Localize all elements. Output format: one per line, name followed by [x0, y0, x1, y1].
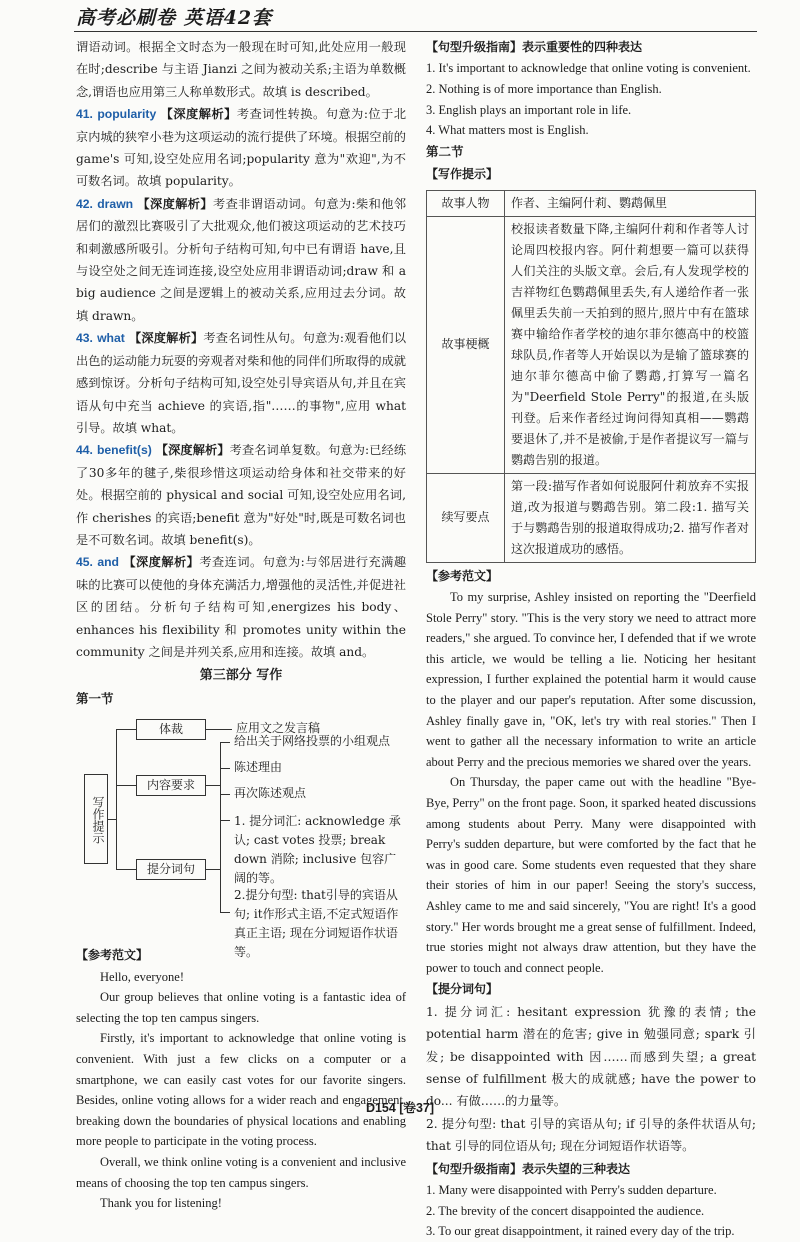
table-row — [427, 190, 756, 216]
importance-box-title: 【句型升级指南】表示重要性的四种表达 — [426, 40, 643, 54]
table-label: 故事梗概 — [427, 216, 505, 473]
analysis-tag: 【深度解析】 — [123, 555, 200, 570]
answer-item — [76, 551, 406, 663]
connector — [220, 794, 230, 795]
connector — [220, 742, 221, 828]
answer-number: 43. — [76, 331, 93, 346]
analysis-text: 考查非谓语动词。句意为:柴和他邻居们的激烈比赛吸引了大批观众,他们被这项运动的艺术技巧和刺激感所吸引。分析句子结构可知,句中已有谓语 have,且与设空处之间无连词连接,设空处应用非谓语动词;draw 和 a big audience 之间是逻辑上的被动关系,应用过去分词。故填 drawn。 — [76, 196, 407, 323]
table-label: 故事人物 — [427, 190, 505, 216]
connector — [220, 820, 230, 821]
answer-list — [76, 103, 406, 663]
answer-item — [76, 103, 406, 193]
list-item: 4. What matters most is English. — [426, 123, 589, 138]
mindmap-root: 写作提示 — [84, 774, 108, 864]
answer-word: popularity — [97, 107, 157, 122]
answer-word: what — [97, 331, 125, 346]
connector — [220, 768, 230, 769]
mindmap-content: 内容要求 — [136, 775, 206, 796]
connector — [116, 785, 136, 786]
table-content: 第一段:描写作者如何说服阿什莉放弃不实报道,改为报道与鹦鹉告别。第二段:1. 描写关于与鹦鹉告别的报道取得成功;2. 描写作者对这次报道成功的感悟。 — [505, 473, 756, 562]
left-column — [76, 36, 406, 1214]
mindmap-phrases-leaf-1: 1. 提分词汇: acknowledge 承认; cast votes 投票; break down 消除; inclusive 包容广阔的等。 — [234, 814, 401, 886]
connector — [220, 742, 230, 743]
list-item: 3. To our great disappointment, it rained every day of the trip. — [426, 1224, 735, 1239]
list-item: 1. Many were disappointed with Perry's sudden departure. — [426, 1182, 717, 1197]
table-content: 校报读者数量下降,主编阿什莉和作者等人讨论周四校报内容。阿什莉想要一篇可以获得人们关注的头版文章。会后,有人发现学校的吉祥物红色鹦鹉佩里丢失,有人递给作者一张佩里丢失前一天拍到的照片,照片中有在篮球赛中输给作者学校的迪尔菲尔德高中的校篮球队员,作者等人开始误以为是输了篮球赛的迪尔菲尔德高中偷了鹦鹉,打算写一篇名为"Deerfield Stole Perry"的报道,在头版刊登。后来作者经过询问得知真相——鹦鹉要退休了,并不是被偷,于是作者提议写一篇与鹦鹉告别的报道。 — [505, 216, 756, 473]
answer-item — [76, 439, 406, 551]
vocab-title: 【提分词句】 — [426, 982, 499, 997]
vocab-list — [426, 1001, 756, 1158]
essay-paragraph: Thank you for listening! — [100, 1196, 222, 1211]
answer-number: 41. — [76, 107, 93, 122]
disappointment-list — [426, 1180, 756, 1242]
disappointment-box-title: 【句型升级指南】表示失望的三种表达 — [426, 1161, 631, 1176]
page-number: D154 [卷37] — [365, 1101, 435, 1115]
connector — [116, 729, 117, 869]
list-item: 1. It's important to acknowledge that online voting is convenient. — [426, 61, 751, 76]
list-item: 3. English plays an important role in life. — [426, 102, 632, 117]
connector — [206, 869, 220, 870]
book-title: 高考必刷卷 英语42套 — [76, 7, 273, 29]
essay-paragraph: On Thursday, the paper came out with the headline "Bye-Bye, Perry" on the front page. Soon, it sparked heated discussions among students about Perry. Many were disappointed with Perry's sudden departure, but were comforted by the fact that he was in good care. Some students even requested that they share their stories of him in our paper! Seeing the story's success, Ashley came to me and said sincerely, "You are right! It's a good story." Her words brought me a great sense of fulfillment. Indeed, true stories might not always draw attention, but they have the power to touch and connect people. — [426, 775, 756, 975]
mindmap-content-leaf-3: 再次陈述观点 — [234, 786, 307, 801]
answer-item — [76, 327, 406, 439]
writing-tip-title: 【写作提示】 — [426, 167, 499, 182]
essay-paragraph: Firstly, it's important to acknowledge that online voting is convenient. With just a few clicks on a computer or a smartphone, we can easily cast votes for our favorite singers. Besides, online voting allows for a wider reach and engagement, breaking down the boundaries of physical locations and enabling more people to participate in the voting process. — [76, 1031, 406, 1149]
mindmap-phrases-leaf-2: 2.提分句型: that引导的宾语从句; it作形式主语,不定式短语作真正主语; 现在分词短语作状语等。 — [234, 888, 399, 960]
connector — [220, 820, 221, 912]
table-label: 续写要点 — [427, 473, 505, 562]
list-item: 2. Nothing is of more importance than English. — [426, 82, 662, 96]
connector — [116, 869, 136, 870]
connector — [206, 785, 220, 786]
list-item: 2. 提分句型: that 引导的宾语从句; if 引导的条件状语从句; that 引导的同位语从句; 现在分词短语作状语等。 — [426, 1116, 756, 1154]
answer-word: and — [97, 555, 119, 570]
analysis-text: 考查名词性从句。句意为:观看他们以出色的运动能力玩耍的旁观者对柴和他的同伴们所取得的成就感到惊讶。分析句子结构可知,设空处引导宾语从句,并且在宾语从句中充当 achieve 的宾语,指"……的事物",应用 what 引导。故填 what。 — [76, 331, 407, 435]
essay-paragraph: To my surprise, Ashley insisted on reporting the "Deerfield Stole Perry" story. "This is the very story we need to attract more readers," she argued. To convince her, I defended that if we wrote this article, we would be telling a lie. Noticing her hesitant expression, I further explained the potential harm it would cause to the player and our paper's reputation. After some discussion, Ashley finally gave in, "OK, let's try with real stories." Then I went to gather all the necessary information to write an article about Perry and the precious memories we shared over the years. — [426, 590, 756, 769]
right-essay — [426, 587, 756, 978]
mindmap-genre-leaf: 应用文之发言稿 — [236, 721, 321, 736]
mindmap-content-leaf-1: 给出关于网络投票的小组观点 — [234, 734, 391, 749]
mindmap-content-leaf-2: 陈述理由 — [234, 760, 283, 775]
list-item: 2. The brevity of the concert disappointed the audience. — [426, 1203, 705, 1218]
connector — [108, 819, 116, 820]
essay-paragraph: Overall, we think online voting is a convenient and inclusive means of choosing the top ten campus singers. — [76, 1154, 406, 1190]
analysis-tag: 【深度解析】 — [160, 107, 237, 122]
left-essay-title: 【参考范文】 — [76, 948, 149, 963]
analysis-tag: 【深度解析】 — [128, 331, 204, 346]
mindmap-phrases: 提分词句 — [136, 859, 206, 880]
list-item: 1. 提分词汇: hesitant expression 犹豫的表情; the potential harm 潜在的危害; give in 勉强同意; spark 引发; be disappointed with 因……而感到失望; a great sense of fulfillment 极大的成就感; have the power to do... 有做……的力量等。 — [426, 1004, 756, 1109]
table-row — [427, 216, 756, 473]
connector — [116, 729, 136, 730]
answer-word: benefit(s) — [96, 443, 152, 458]
intro-paragraph: 谓语动词。根据全文时态为一般现在时可知,此处应用一般现在时;describe 与主语 Jianzi 之间为被动关系;主语为单数概念,谓语也应用第三人称单数形式。故填 is described。 — [76, 40, 406, 99]
analysis-text: 考查名词单复数。句意为:已经练了30多年的毽子,柴很珍惜这项运动给身体和社交带来的好处。根据空前的 physical and social 可知,设空处应用名词,作 cherishes 的宾语;benefit 意为"好处"时,既是可数名词也是不可数名词。故填 benefit(s)。 — [76, 443, 407, 547]
essay-paragraph: Hello, everyone! — [100, 969, 184, 984]
left-essay — [76, 967, 406, 1214]
analysis-tag: 【深度解析】 — [155, 443, 230, 458]
connector — [220, 912, 230, 913]
story-table — [426, 190, 756, 563]
analysis-text: 考查词性转换。句意为:位于北京内城的狭窄小巷为这项运动的流行提供了环境。根据空前的 game's 可知,设空处应用名词;popularity 意为"欢迎",为不可数名词。故填 popularity。 — [76, 107, 407, 189]
table-row — [427, 473, 756, 562]
answer-number: 44. — [76, 443, 93, 458]
analysis-tag: 【深度解析】 — [137, 196, 213, 211]
right-essay-title: 【参考范文】 — [426, 568, 499, 583]
answer-number: 42. — [76, 196, 93, 211]
part3-title: 第三部分 写作 — [199, 668, 283, 684]
importance-list — [426, 58, 756, 140]
essay-paragraph: Our group believes that online voting is a fantastic idea of selecting the top ten campus singers. — [76, 990, 406, 1025]
section1-title: 第一节 — [76, 691, 114, 706]
table-content: 作者、主编阿什莉、鹦鹉佩里 — [505, 190, 756, 216]
answer-number: 45. — [76, 555, 93, 570]
connector — [206, 729, 232, 730]
section2-title: 第二节 — [426, 144, 464, 159]
answer-word: drawn — [97, 196, 134, 211]
right-column — [426, 36, 756, 1242]
header-rule — [74, 31, 757, 32]
answer-item — [76, 193, 406, 327]
analysis-text: 考查连词。句意为:与邻居进行充满趣味的比赛可以使他的身体充满活力,增强他的灵活性,并促进社区的团结。分析句子结构可知,energizes his body、enhances his flexibility 和 promotes unity within the community 之间是并列关系,应用和连接。故填 and。 — [76, 555, 407, 659]
mindmap-genre: 体裁 — [136, 719, 206, 740]
